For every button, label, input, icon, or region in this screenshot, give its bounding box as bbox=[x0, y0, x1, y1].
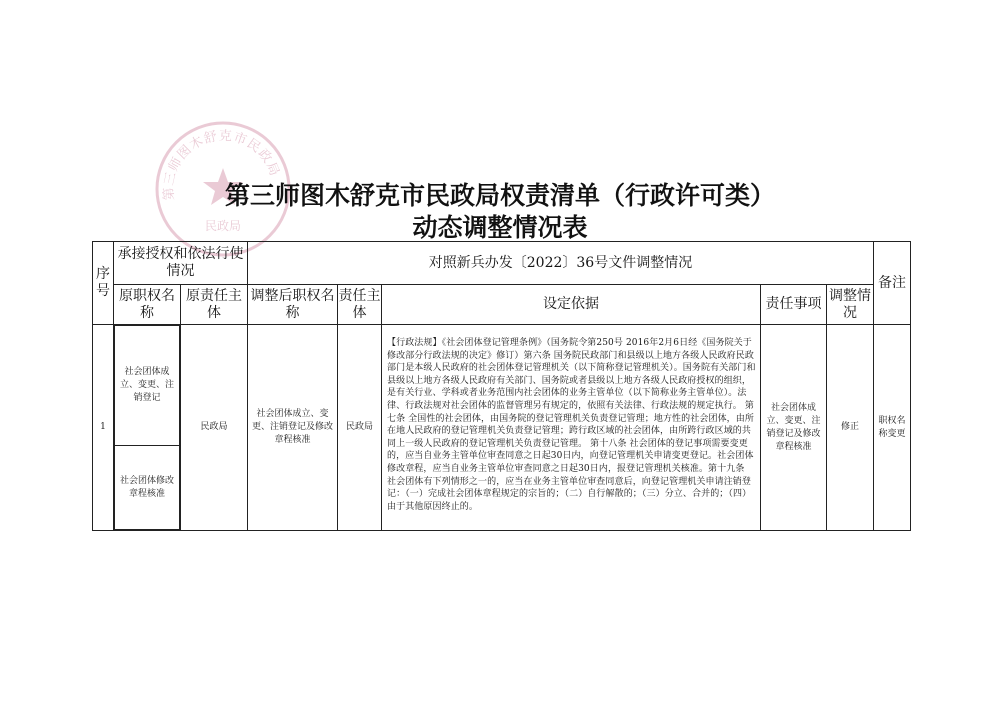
row-subject: 民政局 bbox=[338, 325, 382, 531]
header-remark: 备注 bbox=[874, 242, 911, 325]
header-status: 调整情况 bbox=[827, 285, 874, 325]
table-row bbox=[93, 325, 911, 531]
row-status: 修正 bbox=[827, 325, 874, 531]
page-subtitle: 动态调整情况表 bbox=[412, 213, 588, 242]
adjustment-table bbox=[92, 241, 911, 531]
orig-name-cell bbox=[114, 325, 181, 531]
header-group-adjust: 对照新兵办发〔2022〕36号文件调整情况 bbox=[248, 242, 874, 285]
orig-name-1: 社会团体成立、变更、注销登记 bbox=[115, 326, 180, 446]
row-seq: 1 bbox=[93, 325, 114, 531]
header-subject: 责任主体 bbox=[338, 285, 382, 325]
row-remark: 职权名称变更 bbox=[874, 325, 911, 531]
header-basis: 设定依据 bbox=[382, 285, 761, 325]
orig-name-2: 社会团体修改章程核准 bbox=[115, 446, 180, 530]
page-title: 第三师图木舒克市民政局权责清单（行政许可类） bbox=[224, 181, 775, 210]
header-orig-name: 原职权名称 bbox=[114, 285, 181, 325]
header-new-name: 调整后职权名称 bbox=[248, 285, 338, 325]
row-new-name: 社会团体成立、变更、注销登记及修改章程核准 bbox=[248, 325, 338, 531]
header-orig-subject: 原责任主体 bbox=[181, 285, 248, 325]
header-seq: 序号 bbox=[93, 242, 114, 325]
row-matter: 社会团体成立、变更、注销登记及修改章程核准 bbox=[761, 325, 827, 531]
header-matter: 责任事项 bbox=[761, 285, 827, 325]
header-group-original: 承接授权和依法行使情况 bbox=[114, 242, 248, 285]
row-basis: 【行政法规】《社会团体登记管理条例》（国务院令第250号 2016年2月6日经《国务院关于修改部分行政法规的决定》修订）第六条 国务院民政部门和县级以上地方各级人民政府民政部门是本级人民政府的社会团体登记管理机关（以下简称登记管理机关）。国务院有关部门和县级以上地方各级人民政府有关部门、国务院或者县级以上地方各级人民政府授权的组织，是有关行业、学科或者业务范围内社会团体的业务主管单位（以下简称业务主管单位）。法律、行政法规对社会团体的监督管理另有规定的，依照有关法律、行政法规的规定执行。 第七条 全国性的社会团体，由国务院的登记管理机关负责登记管理；地方性的社会团体，由所在地人民政府的登记管理机关负责登记管理；跨行政区域的社会团体，由所跨行政区域的共同上一级人民政府的登记管理机关负责登记管理。 第十八条 社会团体的登记事项需要变更的，应当自业务主管单位审查同意之日起30日内，向登记管理机关申请变更登记。社会团体修改章程，应当自业务主管单位审查同意之日起30日内，报登记管理机关核准。第十九条 社会团体有下列情形之一的，应当在业务主管单位审查同意后，向登记管理机关申请注销登记：（一）完成社会团体章程规定的宗旨的；（二）自行解散的；（三）分立、合并的；（四）由于其他原因终止的。 bbox=[382, 325, 761, 531]
seal-center-text: 民政局 bbox=[204, 219, 242, 233]
row-orig-subject: 民政局 bbox=[181, 325, 248, 531]
seal-ring-text: 第三师图木舒克市民政局 bbox=[161, 128, 283, 201]
